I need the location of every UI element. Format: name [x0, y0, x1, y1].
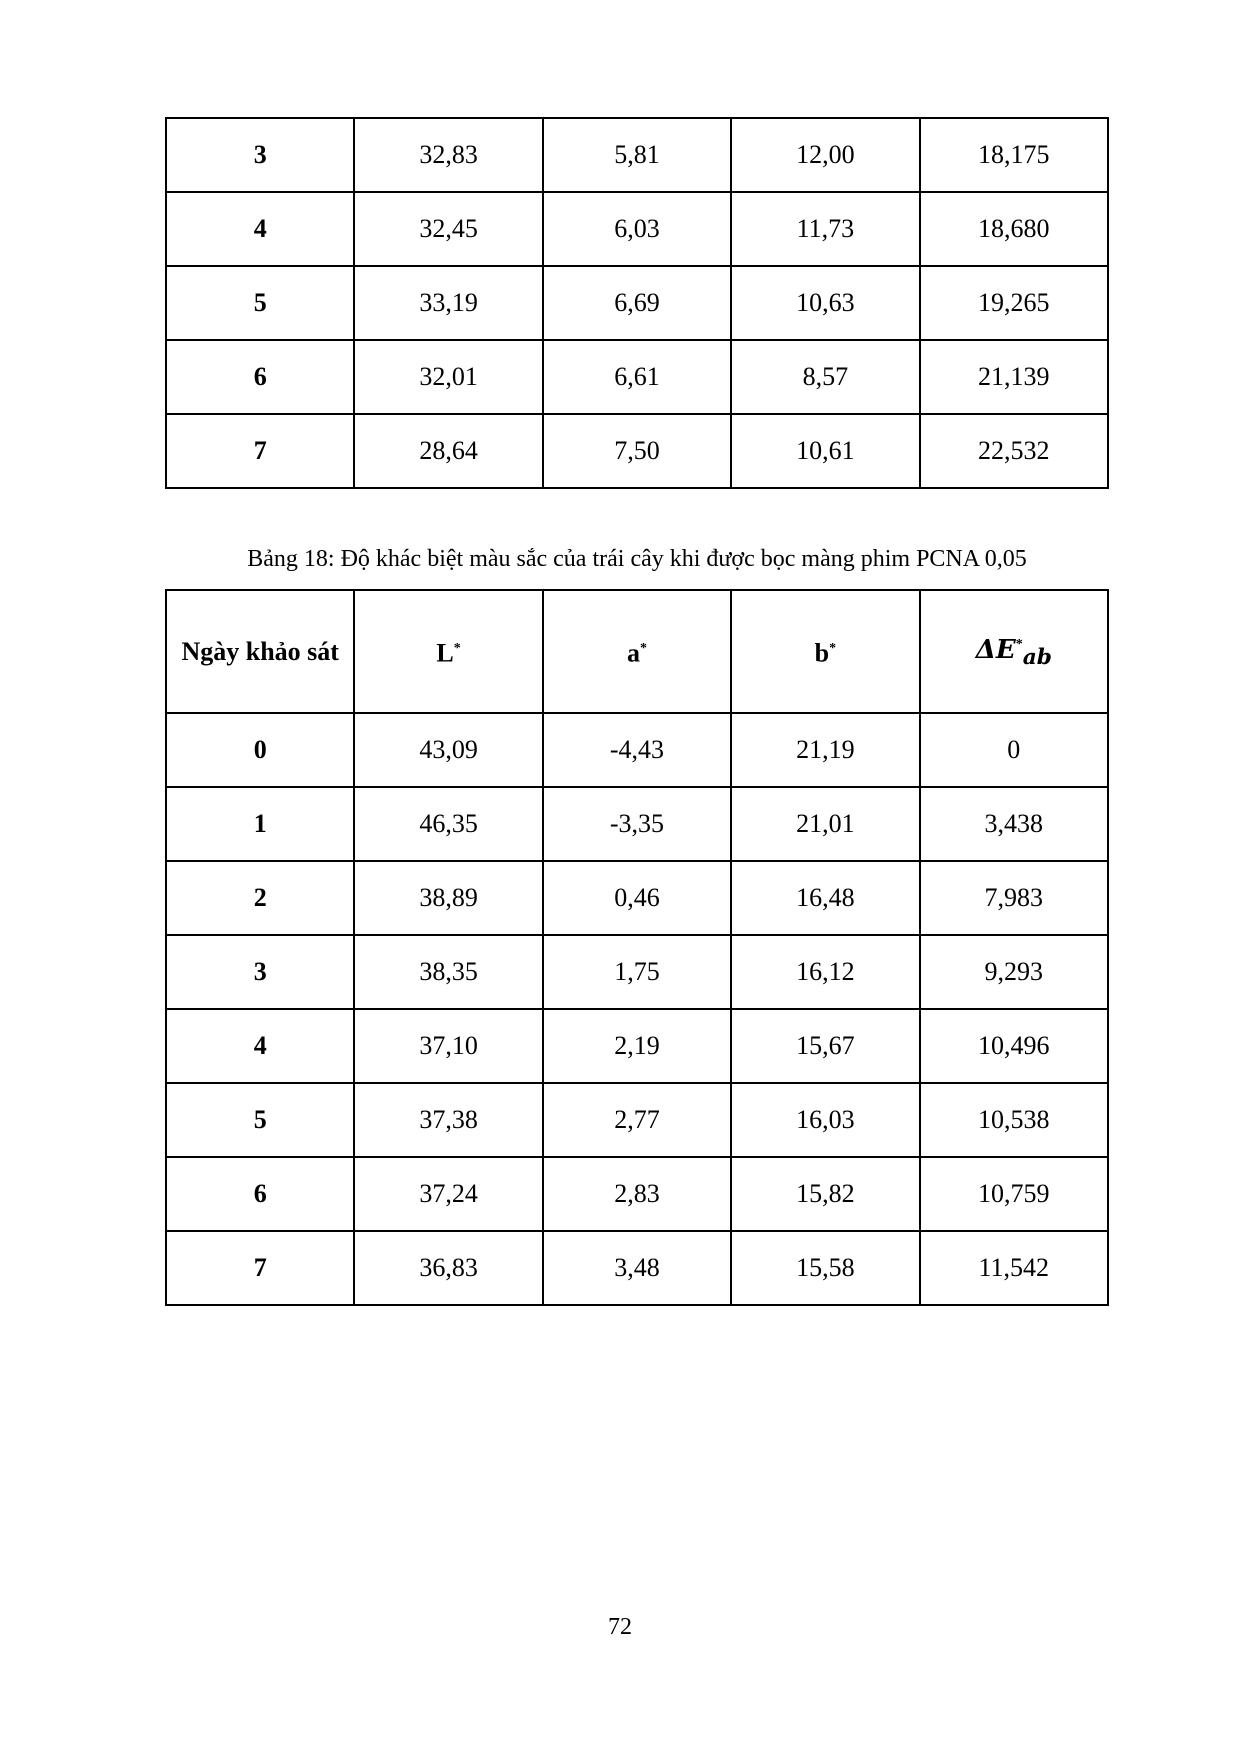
header-b: b* — [731, 590, 919, 713]
table-row — [166, 935, 1108, 1009]
value-cell: 19,265 — [920, 266, 1108, 340]
value-cell: 16,48 — [731, 861, 919, 935]
value-cell: 16,12 — [731, 935, 919, 1009]
header-delta-e: $\Delta E^*_{ab}$ — [920, 590, 1108, 713]
value-cell: -3,35 — [543, 787, 731, 861]
value-cell: 37,38 — [354, 1083, 542, 1157]
table-18 — [165, 589, 1109, 1306]
value-cell: 37,24 — [354, 1157, 542, 1231]
table-row — [166, 1231, 1108, 1305]
value-cell: 10,538 — [920, 1083, 1108, 1157]
header-a: a* — [543, 590, 731, 713]
table-row — [166, 787, 1108, 861]
value-cell: 32,01 — [354, 340, 542, 414]
table-17-continued — [165, 117, 1109, 489]
value-cell: 11,542 — [920, 1231, 1108, 1305]
value-cell: 43,09 — [354, 713, 542, 787]
day-cell: 5 — [166, 1083, 354, 1157]
value-cell: 15,58 — [731, 1231, 919, 1305]
day-cell: 6 — [166, 1157, 354, 1231]
value-cell: 2,83 — [543, 1157, 731, 1231]
value-cell: 3,438 — [920, 787, 1108, 861]
header-L: L* — [354, 590, 542, 713]
value-cell: -4,43 — [543, 713, 731, 787]
value-cell: 38,35 — [354, 935, 542, 1009]
value-cell: 1,75 — [543, 935, 731, 1009]
table-row — [166, 192, 1108, 266]
value-cell: 33,19 — [354, 266, 542, 340]
header-day: Ngày khảo sát — [166, 590, 354, 713]
page-number: 72 — [608, 1614, 632, 1640]
value-cell: 21,01 — [731, 787, 919, 861]
day-cell: 4 — [166, 192, 354, 266]
value-cell: 32,83 — [354, 118, 542, 192]
table-row — [166, 1083, 1108, 1157]
value-cell: 10,759 — [920, 1157, 1108, 1231]
value-cell: 46,35 — [354, 787, 542, 861]
table-row — [166, 713, 1108, 787]
day-cell: 0 — [166, 713, 354, 787]
value-cell: 10,63 — [731, 266, 919, 340]
value-cell: 9,293 — [920, 935, 1108, 1009]
value-cell: 7,983 — [920, 861, 1108, 935]
value-cell: 22,532 — [920, 414, 1108, 488]
table-row — [166, 340, 1108, 414]
table-header-row — [166, 590, 1108, 713]
value-cell: 2,19 — [543, 1009, 731, 1083]
value-cell: 21,19 — [731, 713, 919, 787]
value-cell: 6,61 — [543, 340, 731, 414]
value-cell: 21,139 — [920, 340, 1108, 414]
day-cell: 3 — [166, 935, 354, 1009]
value-cell: 10,496 — [920, 1009, 1108, 1083]
table-row — [166, 118, 1108, 192]
value-cell: 38,89 — [354, 861, 542, 935]
day-cell: 2 — [166, 861, 354, 935]
value-cell: 5,81 — [543, 118, 731, 192]
value-cell: 15,67 — [731, 1009, 919, 1083]
table-row — [166, 1009, 1108, 1083]
value-cell: 28,64 — [354, 414, 542, 488]
day-cell: 7 — [166, 414, 354, 488]
value-cell: 0,46 — [543, 861, 731, 935]
value-cell: 7,50 — [543, 414, 731, 488]
table-row — [166, 861, 1108, 935]
value-cell: 36,83 — [354, 1231, 542, 1305]
value-cell: 18,175 — [920, 118, 1108, 192]
value-cell: 8,57 — [731, 340, 919, 414]
value-cell: 3,48 — [543, 1231, 731, 1305]
day-cell: 3 — [166, 118, 354, 192]
value-cell: 2,77 — [543, 1083, 731, 1157]
day-cell: 7 — [166, 1231, 354, 1305]
table-row — [166, 414, 1108, 488]
table-row — [166, 266, 1108, 340]
day-cell: 6 — [166, 340, 354, 414]
value-cell: 0 — [920, 713, 1108, 787]
value-cell: 15,82 — [731, 1157, 919, 1231]
value-cell: 6,03 — [543, 192, 731, 266]
day-cell: 1 — [166, 787, 354, 861]
value-cell: 16,03 — [731, 1083, 919, 1157]
value-cell: 10,61 — [731, 414, 919, 488]
value-cell: 6,69 — [543, 266, 731, 340]
day-cell: 4 — [166, 1009, 354, 1083]
table-caption: Bảng 18: Độ khác biệt màu sắc của trái cây khi được bọc màng phim PCNA 0,05 — [247, 546, 1027, 572]
value-cell: 32,45 — [354, 192, 542, 266]
day-cell: 5 — [166, 266, 354, 340]
table-row — [166, 1157, 1108, 1231]
value-cell: 12,00 — [731, 118, 919, 192]
value-cell: 37,10 — [354, 1009, 542, 1083]
value-cell: 18,680 — [920, 192, 1108, 266]
value-cell: 11,73 — [731, 192, 919, 266]
